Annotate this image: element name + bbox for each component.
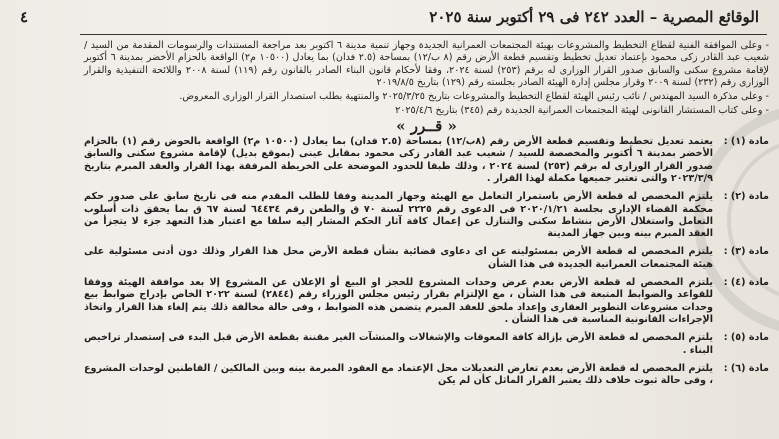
article-5: [84, 332, 769, 357]
preamble-paragraph-2: - وعلى مذكرة السيد المهندس / نائب رئيس الهيئة لقطاع التخطيط والمشروعات بتاريخ ٢٠٢٥/٣/٢٥ والمنتهية بطلب استصدار القرار الوزارى المعروض.: [179, 91, 769, 103]
article-text: يعتمد تعديل تخطيط وتقسيم قطعة الأرض رقم (٨ب/١٢) بمساحة (٢.٥ فدان) بما يعادل (١٠٥٠٠ م٢) الواقعة بالحوض رقم (١) بالحزام الأخضر بمدينة ٦ أكتوبر والمخصصة للسيد / شعيب عبد القادر زكى محمود بمقابل عينى (بموقع بديل) لإقامة مشروع سكنى والسابق صدور القرار الوزارى له برقم (٢٥٣) لسنة ٢٠٢٤ ، وذلك طبقا للحدود الموضحة على الخريطة المرفقة بهذا القرار والعقد المبرم بتاريخ ٢٠٢٣/٣/٩ والتى تعتبر جميعها مكملة لهذا القرار .: [84, 136, 714, 184]
article-text: يلتزم المخصص له قطعة الأرض بإزالة كافة المعوقات والإشغالات والمنشآت الغير مقننة بقطعة الأرض قبل البدء فى إستصدار تراخيص البناء .: [84, 332, 713, 356]
article-text: يلتزم المخصص له قطعة الأرض بعدم عرض وحدات المشروع للحجز او البيع أو الإعلان عن المشروع إلا بعد موافقة الهيئة ووفقا للقواعد والضوابط المتبعة فى هذا الشأن ، مع الإلتزام بقرار رئيس مجلس الوزراء رقم (٢٨٤٤) لسنة ٢٠٢٢ الخاص بإدراج ضوابط بيع وحدات مشروعات التطوير العقارى وإعداد ملحق للعقد المبرم يتضمن هذه الضوابط ، وفى حالة مخالفة ذلك يتم إلغاء هذا القرار واتخاذ الإجراءات القانونية المناسبة فى هذا الشأن .: [84, 277, 713, 325]
article-text: يلتزم المخصص له قطعة الأرض بمسئوليته عن اى دعاوى قضائية بشأن قطعة الأرض محل هذا القرار وذلك دون أدنى مسئولية على هيئة المجتمعات العمرانية الجديدة فى هذا الشأن: [84, 246, 713, 270]
preamble-paragraph-3: - وعلى كتاب المستشار القانونى لهيئة المجتمعات العمرانية الجديدة رقم (٣٤٥) بتاريخ ٢٠٢٥/٤/٦: [395, 105, 769, 117]
article-1: [84, 136, 769, 185]
document-body: [84, 40, 769, 439]
article-number: مادة (٥) :: [723, 332, 769, 344]
article-6: [84, 363, 769, 388]
article-4: [84, 277, 769, 326]
header-rule: [80, 34, 767, 35]
journal-title: الوقائع المصرية – العدد ٢٤٢ فى ٢٩ أكتوبر سنة ٢٠٢٥: [429, 8, 759, 26]
article-2: [84, 191, 769, 240]
article-number: مادة (١) :: [723, 136, 769, 148]
page-number: ٤: [20, 8, 29, 26]
article-text: يلتزم المخصص له قطعة الأرض باستمرار التعامل مع الهيئة وجهاز المدينة وفقا للطلب المقدم منه فى تاريخ سابق على صدور حكم محكمة القضاء الإدارى بجلسة ٢٠٢٠/١/٢١ فى الدعوى رقم ٢٢٢٥ لسنة ٧٠ ق والطعن رقم ٦٤٤٣٤ لسنة ٦٧ ق بما يحقق ذات أسلوب التعامل واستغلال الأرض بنشاط سكنى والتنازل عن إعمال كافة آثار الحكم المشار إليه سلفا مع اعتبار هذا التعهد جزء لا يتجزأ من العقد المبرم بينه وبين جهاز المدينة: [84, 191, 714, 240]
article-number: مادة (٤) :: [723, 277, 769, 289]
page-header: [20, 6, 759, 28]
article-text: يلتزم المخصص له قطعة الأرض بعدم تعارض التعديلات محل الإعتماد مع العقود المبرمة بينه وبين المالكين / القاطنين لوحدات المشروع ، وفى حالة ثبوت خلاف ذلك يعتبر القرار الماثل كأن لم يكن: [84, 362, 713, 387]
article-number: مادة (٦) :: [723, 362, 769, 374]
article-number: مادة (٣) :: [723, 246, 769, 258]
article-3: [84, 246, 769, 271]
article-number: مادة (٢) :: [723, 191, 769, 203]
preamble-paragraph-1: - وعلى الموافقة الفنية لقطاع التخطيط والمشروعات بهيئة المجتمعات العمرانية الجديدة وجهاز تنمية مدينة ٦ اكتوبر بعد مراجعة المستندات والرسومات المقدمة من السيد / شعيب عبد القادر زكى محمود بإعتماد تعديل تخطيط وتقسيم قطعة الأرض رقم (٨ ب/١٢) بمساحة (٢.٥ فدان) بما يعادل (١٠٥٠٠ م٢) الواقعة بالحزام الأخضر بمدينة ٦ أكتوبر لإقامة مشروع سكنى والسابق صدور القرار الوزارى له برقم (٢٥٣) لسنة ٢٠٢٤، وفقا لأحكام قانون البناء الصادر بالقانون رقم (١١٩) لسنة ٢٠٠٨ واللائحة التنفيذية والقرار الوزارى رقم (٢٣٢) لسنة ٢٠٠٩ وقرار مجلس إدارة الهيئة الصادر بجلسته رقم (١٢٩) بتاريخ ٢٠١٩/٨/٥: [84, 40, 769, 88]
decree-heading: « قــرر »: [396, 116, 457, 135]
